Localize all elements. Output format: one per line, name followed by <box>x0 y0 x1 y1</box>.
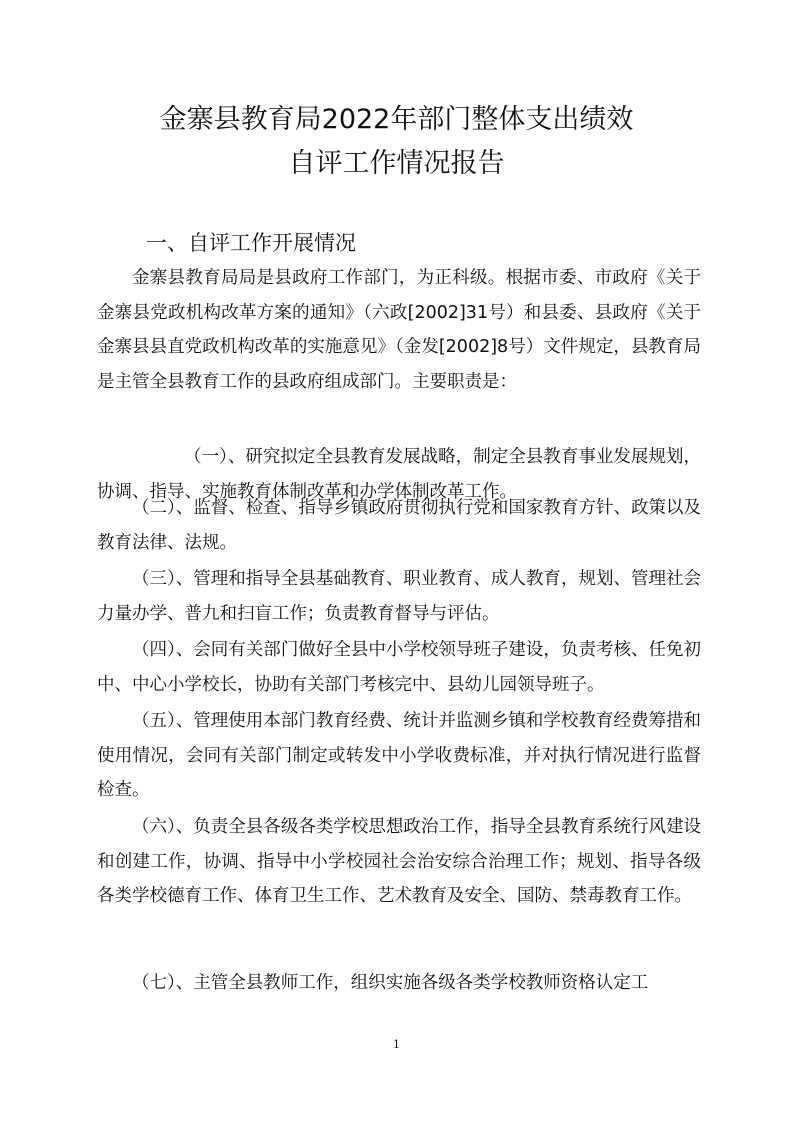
body-text-duty-6 <box>97 810 701 914</box>
page-number: 1 <box>393 1038 400 1051</box>
paragraph-duty-3: （三）、管理和指导全县基础教育、职业教育、成人教育，规划、管理社会力量办学、普九和扫盲工作；负责教育督导与评估。 <box>97 569 701 624</box>
document-title <box>0 98 793 186</box>
body-text <box>97 261 701 399</box>
body-text-duties <box>97 491 701 560</box>
paragraph-duty-5: （五）、管理使用本部门教育经费、统计并监测乡镇和学校教育经费筹措和使用情况，会同有关部门制定或转发中小学收费标准，并对执行情况进行监督检查。 <box>97 711 701 800</box>
body-text-duty-7 <box>97 966 701 1001</box>
body-text-duty-4 <box>97 633 701 702</box>
paragraph-duty-2: （二）、监督、检查、指导乡镇政府贯彻执行党和国家教育方针、政策以及教育法律、法规。 <box>97 498 701 553</box>
section-heading: 一、自评工作开展情况 <box>146 231 356 255</box>
paragraph-duty-4: （四）、会同有关部门做好全县中小学校领导班子建设，负责考核、任免初中、中心小学校长，协助有关部门考核完中、县幼儿园领导班子。 <box>97 640 701 695</box>
body-text-duty-3 <box>97 562 701 631</box>
paragraph-duty-7: （七）、主管全县教师工作，组织实施各级各类学校教师资格认定工 <box>132 973 649 993</box>
paragraph-intro: 金寨县教育局局是县政府工作部门，为正科级。根据市委、市政府《关于金寨县党政机构改革方案的通知》（六政[2002]31号）和县委、县政府《关于金寨县县直党政机构改革的实施意见》（金发[2002]8号）文件规定，县教育局是主管全县教育工作的县政府组成部门。主要职责是： <box>97 268 701 392</box>
title-line-1: 金寨县教育局2022年部门整体支出绩效 <box>159 104 634 135</box>
body-text-duty-5 <box>97 704 701 808</box>
paragraph-duty-1: （一）、研究拟定全县教育发展战略，制定全县教育事业发展规划，协调、指导、实施教育体制改革和办学体制改革工作。 <box>97 447 701 502</box>
paragraph-duty-6: （六）、负责全县各级各类学校思想政治工作，指导全县教育系统行风建设和创建工作，协调、指导中小学校园社会治安综合治理工作；规划、指导各级各类学校德育工作、体育卫生工作、艺术教育及安全、国防、禁毒教育工作。 <box>97 817 701 906</box>
title-line-2: 自评工作情况报告 <box>288 148 505 179</box>
